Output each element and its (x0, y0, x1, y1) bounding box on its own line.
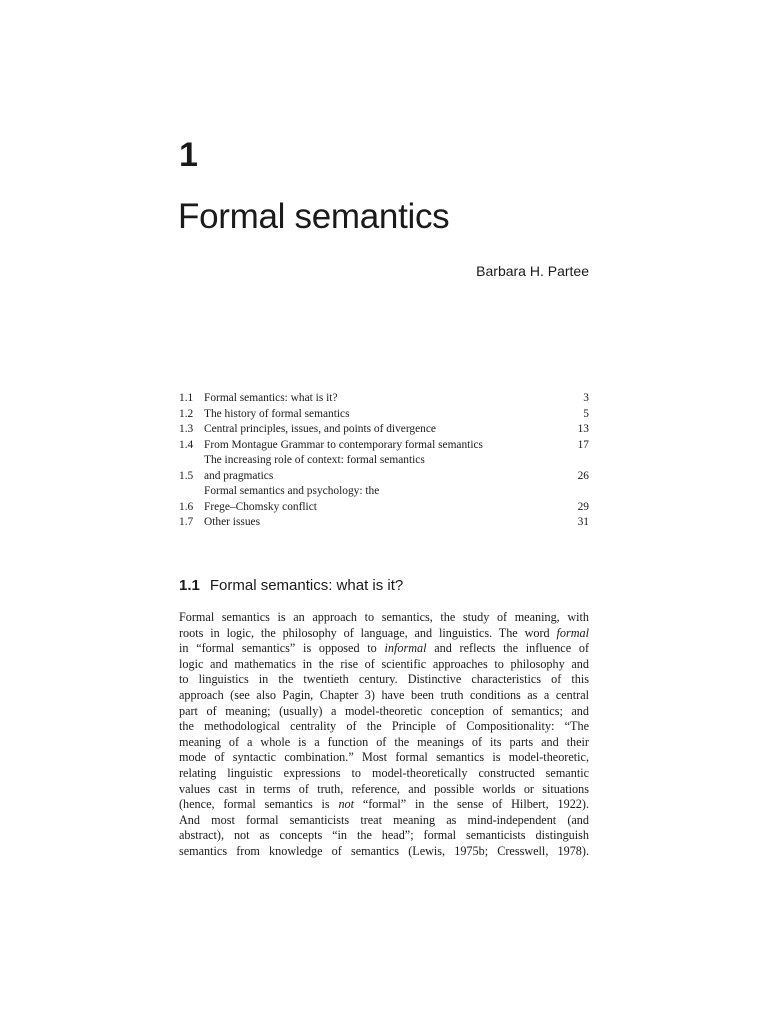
body-line: roots in logic, the philosophy of language, and linguistics. The word formal (179, 625, 589, 640)
toc-entry (179, 484, 589, 515)
toc-entry-title: From Montague Grammar to contemporary formal semantics (204, 438, 483, 451)
toc-entry-title: Formal semantics and psychology: the Frege–Chomsky conflict (204, 485, 380, 513)
body-paragraph (179, 610, 589, 860)
toc-entry-number: 1.1 (179, 392, 194, 404)
body-line: part of meaning; (usually) a model-theoretic conception of semantics; and (179, 703, 589, 718)
body-line: relating linguistic expressions to model-theoretically constructed semantic (179, 765, 589, 780)
author-name: Barbara H. Partee (476, 263, 589, 279)
body-line: to linguistics in the twentieth century. Distinctive characteristics of this (179, 672, 589, 687)
body-line: And most formal semanticists treat meaning as mind-independent (and (179, 812, 589, 827)
toc-entry-page: 26 (577, 469, 589, 482)
body-line: abstract), not as concepts “in the head”; formal semanticists distinguish (179, 828, 589, 843)
toc-entry-page: 17 (577, 438, 589, 451)
toc-entry (179, 515, 589, 531)
body-line: values cast in terms of truth, reference, and possible worlds or situations (179, 781, 589, 796)
body-line: the methodological centrality of the Principle of Compositionality: “The (179, 719, 589, 734)
toc-entry-page: 5 (583, 407, 589, 420)
toc-entry-number: 1.3 (179, 423, 194, 435)
chapter-title: Formal semantics (178, 197, 450, 236)
toc-entry-number: 1.6 (179, 500, 194, 513)
toc-entry-title: Formal semantics: what is it? (204, 392, 338, 404)
section-title: Formal semantics: what is it? (209, 577, 404, 594)
toc-entry-page: 3 (583, 392, 589, 404)
toc-entry-title: The history of formal semantics (204, 407, 350, 420)
toc-entry-title: Central principles, issues, and points of divergence (204, 423, 436, 435)
toc-entry (179, 407, 589, 423)
body-line: mode of syntactic combination.” Most formal semantics is model-theoretic, (179, 750, 589, 765)
section-heading (179, 575, 403, 597)
chapter-number: 1 (179, 136, 198, 174)
toc-entry (179, 438, 589, 454)
body-line: approach (see also Pagin, Chapter 3) have been truth conditions as a central (179, 687, 589, 702)
toc-entry (179, 422, 589, 438)
table-of-contents (179, 391, 589, 531)
toc-entry-number: 1.4 (179, 438, 194, 451)
toc-entry-page: 31 (577, 516, 589, 528)
body-line: semantics from knowledge of semantics (Lewis, 1975b; Cresswell, 1978). (179, 843, 589, 858)
body-line: logic and mathematics in the rise of scientific approaches to philosophy and (179, 656, 589, 671)
toc-entry-page: 13 (577, 423, 589, 435)
toc-entry-title: The increasing role of context: formal semantics and pragmatics (204, 454, 425, 482)
toc-entry-number: 1.5 (179, 469, 194, 482)
toc-entry (179, 453, 589, 484)
toc-entry (179, 391, 589, 407)
section-number: 1.1 (179, 577, 200, 594)
toc-entry-number: 1.7 (179, 516, 194, 528)
toc-entry-page: 29 (577, 500, 589, 513)
body-line: Formal semantics is an approach to semantics, the study of meaning, with (179, 610, 589, 624)
body-line: in “formal semantics” is opposed to informal and reflects the influence of (179, 641, 589, 656)
body-line: meaning of a whole is a function of the meanings of its parts and their (179, 734, 589, 749)
toc-entry-number: 1.2 (179, 407, 194, 420)
toc-entry-title: Other issues (204, 516, 260, 528)
body-line: (hence, formal semantics is not “formal” in the sense of Hilbert, 1922). (179, 797, 589, 812)
